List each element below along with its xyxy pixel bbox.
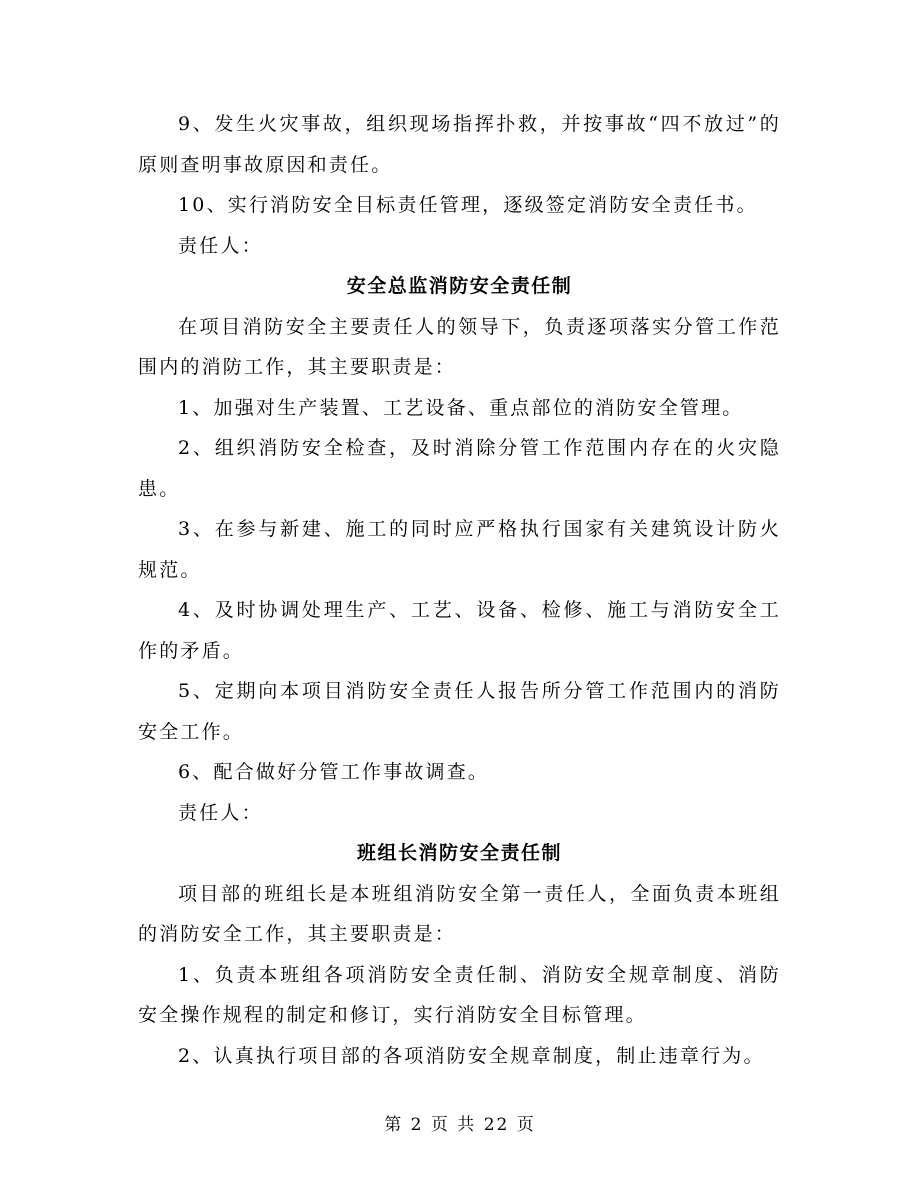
paragraph-duty-4: 4、及时协调处理生产、工艺、设备、检修、施工与消防安全工作的矛盾。 — [138, 599, 781, 662]
paragraph-duty-1: 1、加强对生产装置、工艺设备、重点部位的消防安全管理。 — [178, 396, 744, 419]
page-number-footer: 第 2 页 共 22 页 — [384, 1115, 536, 1135]
paragraph-duty-3: 3、在参与新建、施工的同时应严格执行国家有关建筑设计防火规范。 — [138, 518, 781, 581]
paragraph-duty-1: 1、负责本班组各项消防安全责任制、消防安全规章制度、消防安全操作规程的制定和修订，实行消防安全目标管理。 — [138, 963, 781, 1026]
paragraph-intro: 在项目消防安全主要责任人的领导下，负责逐项落实分管工作范围内的消防工作，其主要职责是： — [138, 315, 781, 378]
paragraph-duty-2: 2、组织消防安全检查，及时消除分管工作范围内存在的火灾隐患。 — [138, 437, 781, 500]
paragraph-intro: 项目部的班组长是本班组消防安全第一责任人，全面负责本班组的消防安全工作，其主要职责是： — [138, 882, 781, 945]
responsible-person-label: 责任人： — [178, 801, 263, 824]
paragraph-duty-2: 2、认真执行项目部的各项消防安全规章制度，制止违章行为。 — [178, 1044, 765, 1067]
document-body — [138, 104, 781, 1076]
paragraph-duty-6: 6、配合做好分管工作事故调查。 — [178, 761, 490, 783]
paragraph-item-9: 9、发生火灾事故，组织现场指挥扑救，并按事故“四不放过”的原则查明事故原因和责任。 — [138, 113, 781, 176]
paragraph-item-10: 10、实行消防安全目标责任管理，逐级签定消防安全责任书。 — [178, 194, 758, 216]
section-title-safety-director: 安全总监消防安全责任制 — [346, 275, 573, 297]
section-title-team-leader: 班组长消防安全责任制 — [356, 842, 562, 864]
paragraph-duty-5: 5、定期向本项目消防安全责任人报告所分管工作范围内的消防安全工作。 — [138, 680, 781, 743]
responsible-person-label: 责任人： — [178, 234, 263, 257]
